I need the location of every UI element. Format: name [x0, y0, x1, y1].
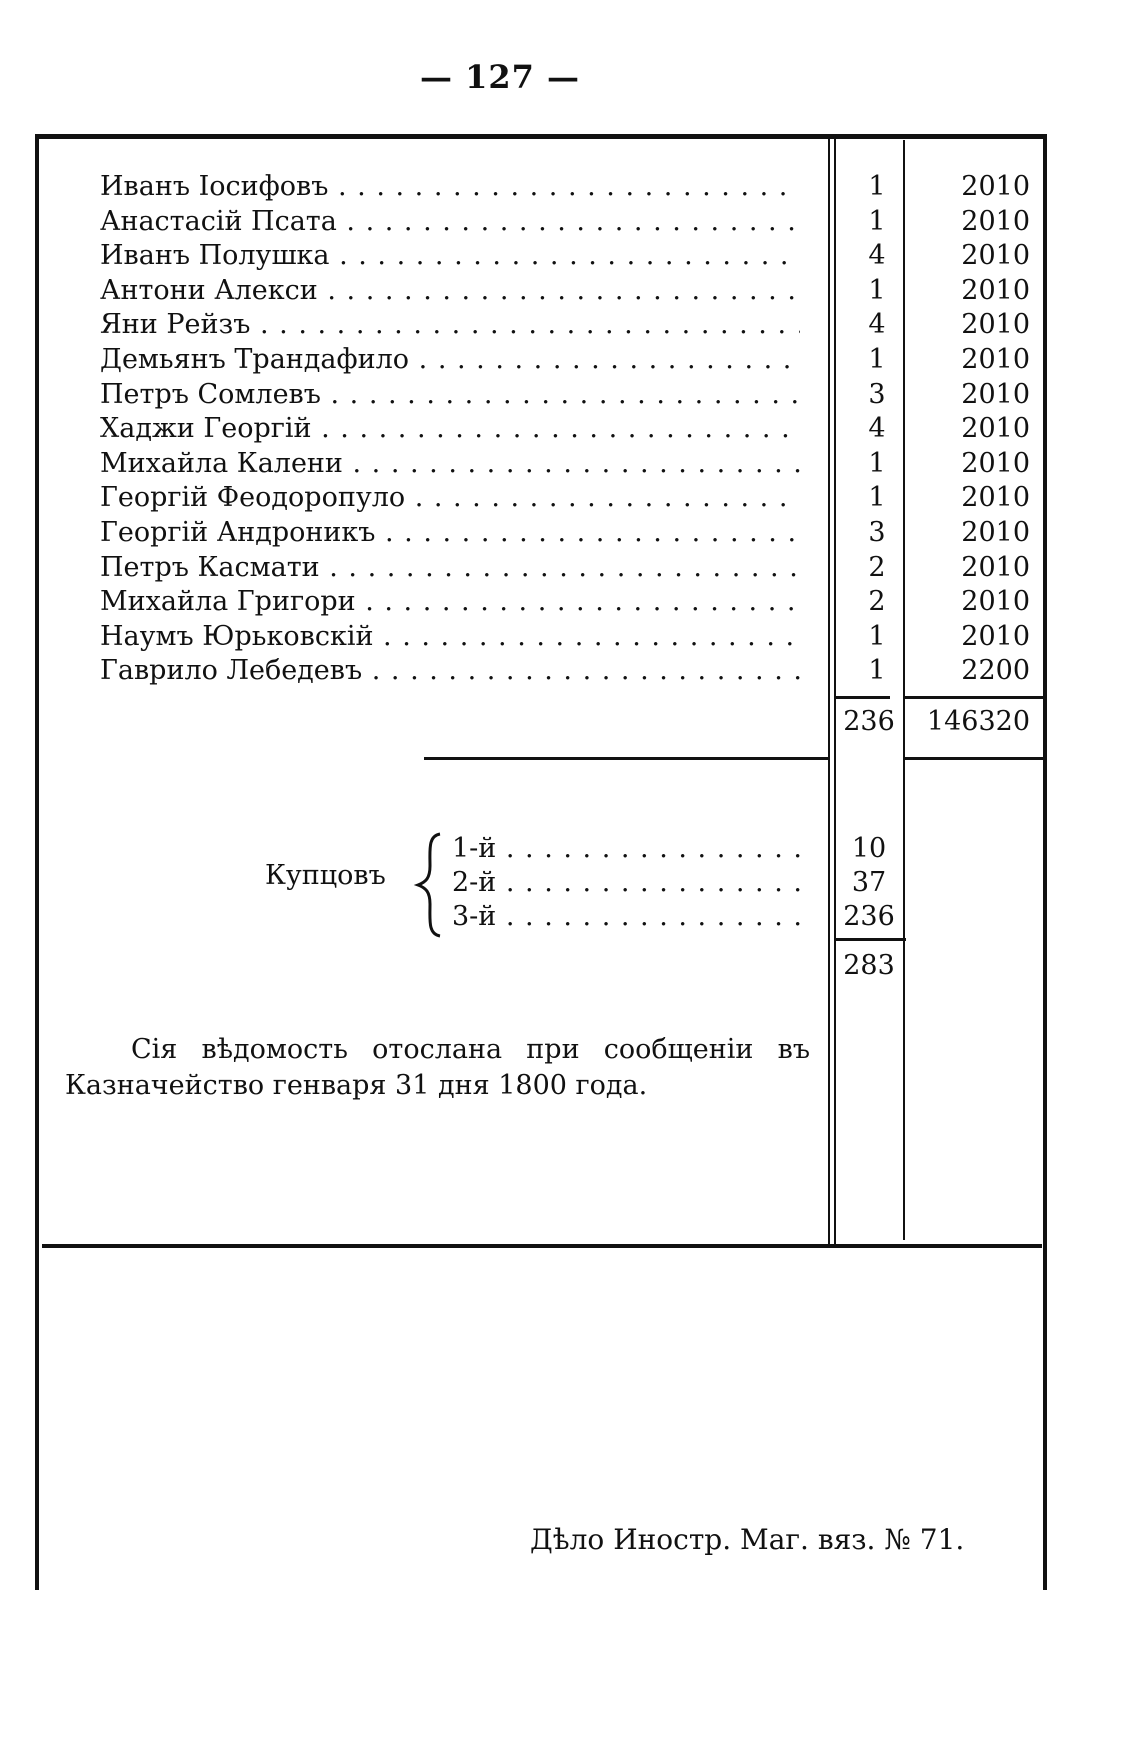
guild-name: 2-й . . .: [452, 866, 800, 900]
entry-name: Георгій Феодоропуло . . .: [100, 481, 800, 516]
list-item: [0, 866, 1140, 900]
entry-count: 4: [868, 240, 886, 272]
table-row: [0, 308, 1140, 343]
entry-name: Петръ Касмати . . .: [100, 551, 800, 586]
entry-amount: 2010: [961, 516, 1030, 548]
entry-amount: 2010: [961, 378, 1030, 410]
entry-amount: 2010: [961, 586, 1030, 618]
sum-rule: [836, 696, 890, 699]
entry-amount: 2010: [961, 343, 1030, 375]
table-row: [0, 585, 1140, 620]
entry-name: Георгій Андроникъ . . .: [100, 516, 800, 551]
closing-note: [65, 1032, 810, 1104]
table-row: [0, 412, 1140, 447]
note-line: Сія вѣдомость отослана при сообщеніи въ: [131, 1034, 810, 1065]
entry-count: 1: [868, 171, 886, 202]
guild-count: 37: [851, 867, 887, 898]
entries-list: [0, 170, 1140, 689]
entry-name: Яни Рейзъ . . .: [100, 308, 800, 343]
total-amount: 146320: [926, 706, 1030, 737]
entry-count: 4: [868, 309, 886, 341]
table-row: [0, 343, 1140, 378]
merchants-label: Купцовъ: [265, 860, 386, 891]
section-rule: [424, 757, 828, 760]
page-number: — 127 —: [419, 58, 581, 96]
entry-amount: 2010: [961, 447, 1030, 479]
table-row: [0, 274, 1140, 309]
guild-name: 1-й . . .: [452, 832, 800, 866]
table-bottom-rule: [42, 1244, 1042, 1248]
guild-count: 236: [843, 901, 895, 932]
table-frame-top: [35, 134, 1047, 139]
table-row: [0, 481, 1140, 516]
entry-name: Антони Алекси . . .: [100, 274, 800, 309]
entry-amount: 2010: [961, 205, 1030, 237]
entry-count: 1: [868, 620, 886, 652]
entry-count: 1: [868, 205, 886, 237]
entry-amount: 2200: [961, 655, 1030, 687]
entry-name: Наумъ Юрьковскій . . .: [100, 620, 800, 655]
entry-amount: 2010: [961, 240, 1030, 272]
table-row: [0, 654, 1140, 689]
entry-count: 1: [868, 274, 886, 306]
entry-name: Михайла Григори . . .: [100, 585, 800, 620]
merchants-total: 283: [843, 950, 895, 981]
entry-count: 3: [868, 378, 886, 410]
entry-count: 1: [868, 447, 886, 479]
table-row: [0, 447, 1140, 482]
list-item: [0, 832, 1140, 866]
entry-name: Иванъ Іосифовъ . . .: [100, 170, 800, 205]
entry-name: Хаджи Георгій . . .: [100, 412, 800, 447]
entry-name: Иванъ Полушка . . .: [100, 239, 800, 274]
table-row: [0, 205, 1140, 240]
table-row: [0, 170, 1140, 205]
table-row: [0, 551, 1140, 586]
list-item: [0, 900, 1140, 934]
guild-name: 3-й . . .: [452, 900, 800, 934]
sum-rule: [836, 938, 906, 941]
entry-amount: 2010: [961, 274, 1030, 306]
table-row: [0, 620, 1140, 655]
archive-reference: Дѣло Иностр. Маг. вяз. № 71.: [530, 1523, 965, 1556]
entry-name: Петръ Сомлевъ . . .: [100, 378, 800, 413]
entry-name: Михайла Калени . . .: [100, 447, 800, 482]
entry-amount: 2010: [961, 171, 1030, 202]
note-line: Казначейство генваря 31 дня 1800 года.: [65, 1070, 648, 1101]
total-count: 236: [843, 706, 895, 737]
table-row: [0, 239, 1140, 274]
entry-count: 1: [868, 655, 886, 687]
entry-amount: 2010: [961, 309, 1030, 341]
guild-count: 10: [851, 833, 887, 864]
table-row: [0, 516, 1140, 551]
entry-name: Демьянъ Трандафило . . .: [100, 343, 800, 378]
entry-name: Анастасій Псата . . .: [100, 205, 800, 240]
entry-amount: 2010: [961, 620, 1030, 652]
entry-name: Гаврило Лебедевъ . . .: [100, 654, 800, 689]
entry-amount: 2010: [961, 482, 1030, 514]
entry-count: 2: [868, 586, 886, 618]
section-rule: [905, 757, 1043, 760]
table-row: [0, 378, 1140, 413]
entry-count: 3: [868, 516, 886, 548]
entry-count: 1: [868, 482, 886, 514]
entry-count: 2: [868, 551, 886, 583]
entry-amount: 2010: [961, 551, 1030, 583]
merchant-guilds-list: [0, 832, 1140, 934]
entry-count: 1: [868, 343, 886, 375]
sum-rule: [905, 696, 1043, 699]
entry-count: 4: [868, 413, 886, 445]
entry-amount: 2010: [961, 413, 1030, 445]
